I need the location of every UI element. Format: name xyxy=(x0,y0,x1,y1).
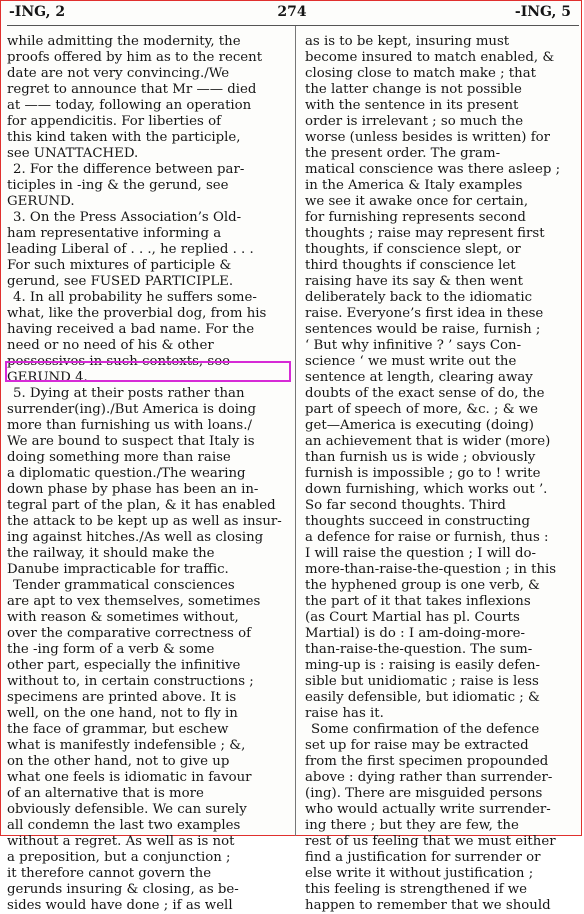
right-column-text-line: the hyphened group is one verb, & xyxy=(305,578,540,593)
left-column-text-line: what one feels is idiomatic in favour xyxy=(7,770,252,785)
right-column-text-line: in the America & Italy examples xyxy=(305,178,523,193)
right-column-text-line: furnish is impossible ; go to ! write xyxy=(305,466,541,481)
left-column-text-line: what, like the proverbial dog, from his xyxy=(7,306,267,321)
left-column-text-line: date are not very convincing./We xyxy=(7,66,230,81)
left-column-text-line: having received a bad name. For the xyxy=(7,322,255,337)
right-column-text-line: set up for raise may be extracted xyxy=(305,738,529,753)
right-column-text-line: order is irrelevant ; so much the xyxy=(305,114,524,129)
left-column-text-line: at —— today, following an operation xyxy=(7,98,252,113)
right-column-text-line: (as Court Martial has pl. Courts xyxy=(305,610,520,625)
right-column-text-line: the part of it that takes inflexions xyxy=(305,594,531,609)
right-column-text-line: thoughts, if conscience slept, or xyxy=(305,242,521,257)
right-column-text-line: an achievement that is wider (more) xyxy=(305,434,551,449)
left-column-text-line: surrender(ing)./But America is doing xyxy=(7,402,257,417)
left-column-text-line: see UNATTACHED. xyxy=(7,146,139,161)
right-column-text-line: raising have its say & then went xyxy=(305,274,523,289)
header-rule xyxy=(7,25,579,26)
left-column-text-line: other part, especially the infinitive xyxy=(7,658,241,673)
right-column-text-line: than furnish us is wide ; obviously xyxy=(305,450,536,465)
left-column-text-line: over the comparative correctness of xyxy=(7,626,252,641)
right-column-text-line: else write it without justification ; xyxy=(305,866,534,881)
right-column-text-line: science ‘ we must write out the xyxy=(305,354,517,369)
left-column-text-line: leading Liberal of . . ., he replied . . . xyxy=(7,242,254,257)
left-column-text-line: this kind taken with the participle, xyxy=(7,130,241,145)
right-column-text-line: this feeling is strengthened if we xyxy=(305,882,528,897)
right-column-text-line: worse (unless besides is written) for xyxy=(305,130,550,145)
left-column-text-line: what is manifestly indefensible ; &, xyxy=(7,738,246,753)
left-column-text-line: ticiples in -ing & the gerund, see xyxy=(7,178,229,193)
left-column-text-line: 4. In all probability he suffers some- xyxy=(13,290,257,305)
right-column-text-line: from the first specimen propounded xyxy=(305,754,549,769)
left-column-text-line: ham representative informing a xyxy=(7,226,222,241)
left-column-text-line: it therefore cannot govern the xyxy=(7,866,212,881)
left-column-text-line: a diplomatic question./The wearing xyxy=(7,466,246,481)
left-column-text-line: possessives in such contexts, see xyxy=(7,354,230,369)
page-number: 274 xyxy=(277,4,307,20)
left-column-text-line: ing against hitches./As well as closing xyxy=(7,530,264,545)
left-column-text-line: well, on the one hand, not to fly in xyxy=(7,706,238,721)
left-column-text-line: without to, in certain constructions ; xyxy=(7,674,254,689)
right-column-text-line: who would actually write surrender- xyxy=(305,802,551,817)
right-column-text-line: the latter change is not possible xyxy=(305,82,522,97)
left-column-text-line: GERUND. xyxy=(7,194,75,209)
running-head-right: -ING, 5 xyxy=(514,4,571,20)
left-column-text-line: the attack to be kept up as well as insur- xyxy=(7,514,282,529)
right-column-text-line: raise has it. xyxy=(305,706,384,721)
left-column-text-line: 2. For the difference between par- xyxy=(13,162,245,177)
right-column-text-line: sentence at length, clearing away xyxy=(305,370,533,385)
left-column-text-line: all condemn the last two examples xyxy=(7,818,241,833)
right-column-text-line: third thoughts if conscience let xyxy=(305,258,516,273)
right-column-text-line: rest of us feeling that we must either xyxy=(305,834,556,849)
left-column-text-line: 3. On the Press Association’s Old- xyxy=(13,210,242,225)
right-column-text-line: find a justification for surrender or xyxy=(305,850,541,865)
left-column-text-line: gerund, see FUSED PARTICIPLE. xyxy=(7,274,234,289)
right-column-text-line: become insured to match enabled, & xyxy=(305,50,555,65)
right-column-text-line: part of speech of more, &c. ; & we xyxy=(305,402,539,417)
left-column-text-line: without a regret. As well as is not xyxy=(7,834,235,849)
right-column-text-line: Martial) is do : I am-doing-more- xyxy=(305,626,526,641)
running-head xyxy=(1,4,583,24)
right-column xyxy=(305,34,584,913)
column-divider xyxy=(295,26,296,836)
right-column-text-line: than-raise-the-question. The sum- xyxy=(305,642,533,657)
right-column-text-line: as is to be kept, insuring must xyxy=(305,34,510,49)
right-column-text-line: a defence for raise or furnish, thus : xyxy=(305,530,549,545)
left-column-text-line: the -ing form of a verb & some xyxy=(7,642,215,657)
right-column-text-line: deliberately back to the idiomatic xyxy=(305,290,533,305)
right-column-text-line: I will raise the question ; I will do- xyxy=(305,546,537,561)
left-column-text-line: for appendicitis. For liberties of xyxy=(7,114,222,129)
left-column-text-line: tegral part of the plan, & it has enabled xyxy=(7,498,276,513)
left-column-text-line: more than furnishing us with loans./ xyxy=(7,418,252,433)
left-column-text-line: the railway, it should make the xyxy=(7,546,215,561)
right-column-text-line: easily defensible, but idiomatic ; & xyxy=(305,690,540,705)
right-column-text-line: sible but unidiomatic ; raise is less xyxy=(305,674,539,689)
left-column-text-line: need or no need of his & other xyxy=(7,338,214,353)
left-column-text-line: For such mixtures of participle & xyxy=(7,258,232,273)
right-column-text-line: down furnishing, which works out ’. xyxy=(305,482,548,497)
right-column-text-line: more-than-raise-the-question ; in this xyxy=(305,562,557,577)
right-column-text-line: (ing). There are misguided persons xyxy=(305,786,543,801)
left-column-text-line: regret to announce that Mr —— died xyxy=(7,82,257,97)
running-head-left: -ING, 2 xyxy=(9,4,66,20)
left-column-text-line: Danube impracticable for traffic. xyxy=(7,562,229,577)
left-column-text-line: proofs offered by him as to the recent xyxy=(7,50,263,65)
right-column-text-line: the present order. The gram- xyxy=(305,146,501,161)
left-column-text-line: specimens are printed above. It is xyxy=(7,690,237,705)
left-column-text-line: are apt to vex themselves, sometimes xyxy=(7,594,261,609)
right-column-text-line: thoughts succeed in constructing xyxy=(305,514,530,529)
right-column-text-line: Some confirmation of the defence xyxy=(311,722,540,737)
right-column-text-line: above : dying rather than surrender- xyxy=(305,770,553,785)
left-column-text-line: the face of grammar, but eschew xyxy=(7,722,229,737)
left-column-text-line: sides would have done ; if as well xyxy=(7,898,233,913)
left-column-text-line: a preposition, but a conjunction ; xyxy=(7,850,231,865)
left-column-text-line: gerunds insuring & closing, as be- xyxy=(7,882,239,897)
right-column-text-line: ing there ; but they are few, the xyxy=(305,818,519,833)
left-column-text-line: obviously defensible. We can surely xyxy=(7,802,247,817)
right-column-text-line: ‘ But why infinitive ? ’ says Con- xyxy=(305,338,522,353)
right-column-text-line: happen to remember that we should xyxy=(305,898,551,913)
left-column-text-line: 5. Dying at their posts rather than xyxy=(13,386,245,401)
right-column-text-line: for furnishing represents second xyxy=(305,210,526,225)
right-column-text-line: sentences would be raise, furnish ; xyxy=(305,322,541,337)
left-column-text-line: while admitting the modernity, the xyxy=(7,34,241,49)
right-column-text-line: with the sentence in its present xyxy=(305,98,519,113)
left-column-text-line: doing something more than raise xyxy=(7,450,231,465)
right-column-text-line: get—America is executing (doing) xyxy=(305,418,534,433)
right-column-text-line: So far second thoughts. Third xyxy=(305,498,506,513)
right-column-text-line: matical conscience was there asleep ; xyxy=(305,162,561,177)
left-column-text-line: with reason & sometimes without, xyxy=(7,610,239,625)
left-column xyxy=(7,34,286,913)
right-column-text-line: raise. Everyone’s first idea in these xyxy=(305,306,544,321)
left-column-text-line: We are bound to suspect that Italy is xyxy=(7,434,255,449)
left-column-text-line: of an alternative that is more xyxy=(7,786,204,801)
selection-highlight-box xyxy=(5,361,291,382)
left-column-text-line: down phase by phase has been an in- xyxy=(7,482,259,497)
right-column-text-line: closing close to match make ; that xyxy=(305,66,536,81)
left-column-text-line: Tender grammatical consciences xyxy=(13,578,235,593)
left-column-text-line: GERUND 4. xyxy=(7,370,88,385)
right-column-text-line: doubts of the exact sense of do, the xyxy=(305,386,545,401)
right-column-text-line: ming-up is : raising is easily defen- xyxy=(305,658,541,673)
left-column-text-line: on the other hand, not to give up xyxy=(7,754,230,769)
right-column-text-line: we see it awake once for certain, xyxy=(305,194,529,209)
right-column-text-line: thoughts ; raise may represent first xyxy=(305,226,545,241)
